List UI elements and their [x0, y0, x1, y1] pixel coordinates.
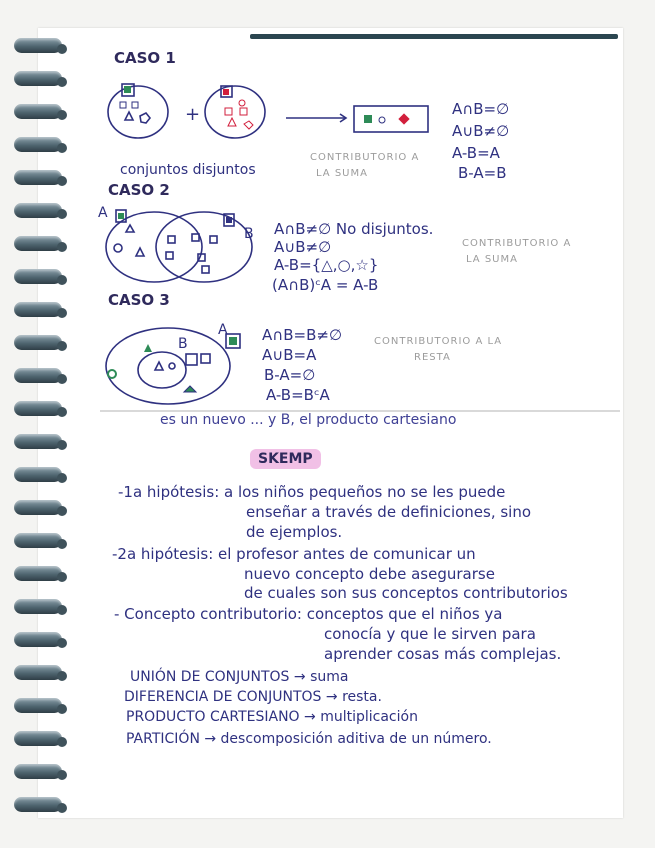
svg-text:+: + — [185, 104, 201, 125]
caso3-contrib-2: RESTA — [414, 352, 451, 363]
caso3-rel-2: A∪B=A — [262, 346, 317, 364]
coil-ring — [14, 533, 62, 548]
coil-ring — [14, 71, 62, 86]
coil-ring — [14, 632, 62, 647]
caso3-rel-4: A-B=BᶜA — [266, 386, 330, 404]
coil-ring — [14, 665, 62, 680]
cc-line3: aprender cosas más complejas. — [324, 645, 562, 663]
cut-line: es un nuevo ... y B, el producto cartesiano — [160, 412, 457, 428]
h2-line1: -2a hipótesis: el profesor antes de comunicar un — [112, 545, 476, 563]
coil-ring — [14, 731, 62, 746]
coil-ring — [14, 203, 62, 218]
coil-ring — [14, 170, 62, 185]
coil-ring — [14, 368, 62, 383]
page-top-tape — [250, 34, 618, 39]
list-item-diferencia: DIFERENCIA DE CONJUNTOS → resta. — [124, 689, 382, 705]
coil-ring — [14, 269, 62, 284]
spiral-binding — [0, 20, 70, 830]
coil-ring — [14, 104, 62, 119]
caso1-rel-4: B-A=B — [458, 164, 507, 182]
coil-ring — [14, 467, 62, 482]
caso1-caption: conjuntos disjuntos — [120, 162, 256, 178]
coil-ring — [14, 236, 62, 251]
coil-ring — [14, 500, 62, 515]
caso1-rel-1: A∩B=∅ — [452, 100, 510, 118]
caso1-contrib-2: LA SUMA — [316, 168, 368, 179]
caso2-contrib-1: CONTRIBUTORIO A — [462, 238, 572, 249]
coil-ring — [14, 566, 62, 581]
cc-line2: conocía y que le sirven para — [324, 625, 536, 643]
coil-ring — [14, 38, 62, 53]
list-item-union: UNIÓN DE CONJUNTOS → suma — [130, 669, 349, 685]
caso3-contrib-1: CONTRIBUTORIO A LA — [374, 336, 503, 347]
caso1-rel-3: A-B=A — [452, 144, 500, 162]
caso3-set-b: B — [178, 336, 188, 352]
caso3-set-a: A — [218, 322, 228, 338]
caso2-label: CASO 2 — [102, 180, 180, 200]
cc-line1: - Concepto contributorio: conceptos que el niños ya — [114, 605, 503, 623]
caso3-diagram — [100, 318, 260, 408]
coil-ring — [14, 434, 62, 449]
coil-ring — [14, 401, 62, 416]
list-item-producto: PRODUCTO CARTESIANO → multiplicación — [126, 709, 418, 725]
caso2-rel-2: A∪B≠∅ — [274, 238, 332, 256]
h1-line2: enseñar a través de definiciones, sino — [246, 503, 532, 521]
h1-line3: de ejemplos. — [246, 523, 343, 541]
h1-line1: -1a hipótesis: a los niños pequeños no se les puede — [118, 483, 506, 501]
caso2-rel-4: (A∩B)ᶜA = A-B — [272, 276, 379, 294]
caso2-set-a: A — [98, 205, 108, 221]
caso2-diagram — [96, 202, 266, 297]
coil-ring — [14, 137, 62, 152]
caso3-label: CASO 3 — [102, 290, 180, 310]
coil-ring — [14, 335, 62, 350]
caso2-rel-3: A-B={△,○,☆} — [274, 256, 379, 274]
caso1-label: CASO 1 — [108, 48, 186, 68]
caso3-rel-3: B-A=∅ — [264, 366, 316, 384]
caso1-rel-2: A∪B≠∅ — [452, 122, 510, 140]
caso2-contrib-2: LA SUMA — [466, 254, 518, 265]
coil-ring — [14, 797, 62, 812]
coil-ring — [14, 698, 62, 713]
coil-ring — [14, 599, 62, 614]
caso2-set-b: B — [244, 226, 254, 242]
skemp-title: SKEMP — [250, 449, 321, 469]
h2-line2: nuevo concepto debe asegurarse — [244, 565, 495, 583]
caso3-rel-1: A∩B=B≠∅ — [262, 326, 343, 344]
coil-ring — [14, 764, 62, 779]
coil-ring — [14, 302, 62, 317]
list-item-particion: PARTICIÓN → descomposición aditiva de un número. — [126, 731, 492, 747]
caso2-rel-1: A∩B≠∅ No disjuntos. — [274, 220, 434, 238]
caso1-contrib-1: CONTRIBUTORIO A — [310, 152, 420, 163]
h2-line3: de cuales son sus conceptos contributorios — [244, 584, 568, 602]
